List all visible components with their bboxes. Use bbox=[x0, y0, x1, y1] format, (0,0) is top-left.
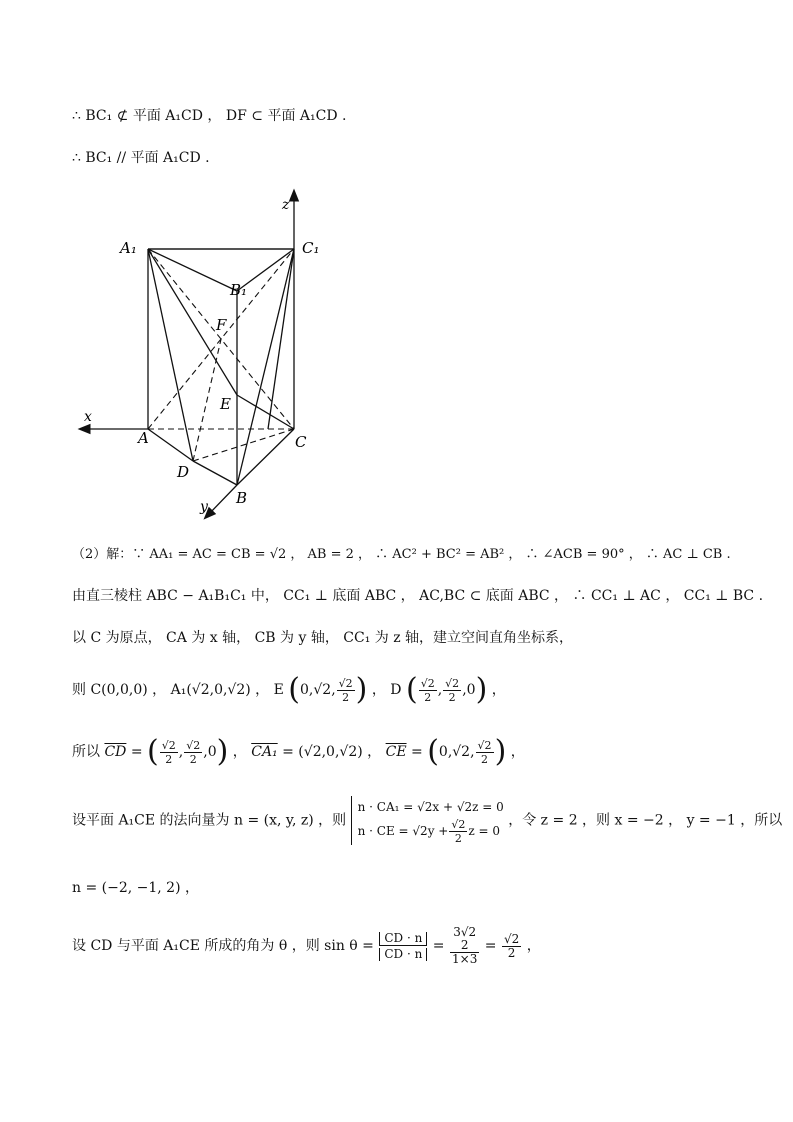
text-line-9: n = (−2, −1, 2) ， bbox=[72, 880, 200, 896]
coords-prefix: 则 C(0,0,0) ， A₁(√2,0,√2) ， E bbox=[72, 682, 284, 698]
label-z: z bbox=[282, 197, 290, 213]
text-line-4: 由直三棱柱 ABC − A₁B₁C₁ 中， CC₁ ⊥ 底面 ABC ， AC,BC ⊂ 底面 ABC ， ∴ CC₁ ⊥ AC ， CC₁ ⊥ BC . bbox=[72, 588, 764, 604]
normal-eq-2: n · CE = √2y + $\frac{√2}{2}$ z = 0 bbox=[357, 818, 500, 845]
label-E: E bbox=[220, 395, 231, 413]
text-line-7: 所以 $\overline{CD}$ = ( $\frac{√2}{2}$ , $\frac{√2}{2}$ ,0) ， CA₁ = (√2,0,√2) ， $\overline{CE} = (0,√2$, $\frac{√2}{2}$ ) ， bbox=[72, 734, 525, 769]
e-coord-head: 0,√2, bbox=[300, 682, 336, 698]
prism-figure bbox=[0, 185, 793, 525]
label-C1: C₁ bbox=[302, 239, 320, 257]
label-F: F bbox=[216, 316, 227, 334]
text-line-6: 则 C(0,0,0) ， A₁(√2,0,√2) ， E (0,√2, $\frac{√2}{2}$ ) ， D ( $\frac{√2}{2}$ , $\frac{√2}{2}$ ,0) ， bbox=[72, 672, 506, 707]
label-B1: B₁ bbox=[230, 281, 248, 299]
normal-eq-1: n · CA₁ = √2x + √2z = 0 bbox=[357, 800, 504, 814]
label-x: x bbox=[84, 409, 92, 425]
label-A: A bbox=[138, 429, 149, 447]
text-line-10: 设 CD 与平面 A₁CE 所成的角为 θ ，则 sin θ = $\frac{CD \cdot n}{CD \cdot n}$ = 3√2 2 1×3 = $\frac{√2}{2}$ ， bbox=[72, 925, 541, 966]
text-line-3: （2）解：∵ AA₁ = AC = CB = √2 ， AB = 2 ， ∴ AC² + BC² = AB² ， ∴ ∠ACB = 90° ， ∴ AC ⊥ CB . bbox=[72, 547, 731, 562]
d-label: ， D bbox=[371, 682, 402, 698]
y-axis bbox=[208, 485, 237, 515]
text-line-1: ∴ BC₁ ⊄ 平面 A₁CD ， DF ⊂ 平面 A₁CD . bbox=[72, 108, 347, 124]
label-D: D bbox=[177, 463, 190, 481]
label-A1: A₁ bbox=[120, 239, 137, 257]
label-B: B bbox=[236, 489, 248, 507]
text-line-5: 以 C 为原点， CA 为 x 轴， CB 为 y 轴， CC₁ 为 z 轴，建立空间直角坐标系， bbox=[72, 630, 574, 646]
label-y: y bbox=[200, 499, 208, 515]
text-line-2: ∴ BC₁ // 平面 A₁CD . bbox=[72, 150, 210, 166]
label-C: C bbox=[295, 433, 307, 451]
text-line-8: 设平面 A₁CE 的法向量为 n = (x, y, z) ，则 n · CA₁ = √2x + √2z = 0 n · CE = √2y + $\frac{√2}{2}$ z = 0 ，令 z = 2 ，则 x = −2 ， y = −1 ，所以 bbox=[72, 796, 782, 845]
